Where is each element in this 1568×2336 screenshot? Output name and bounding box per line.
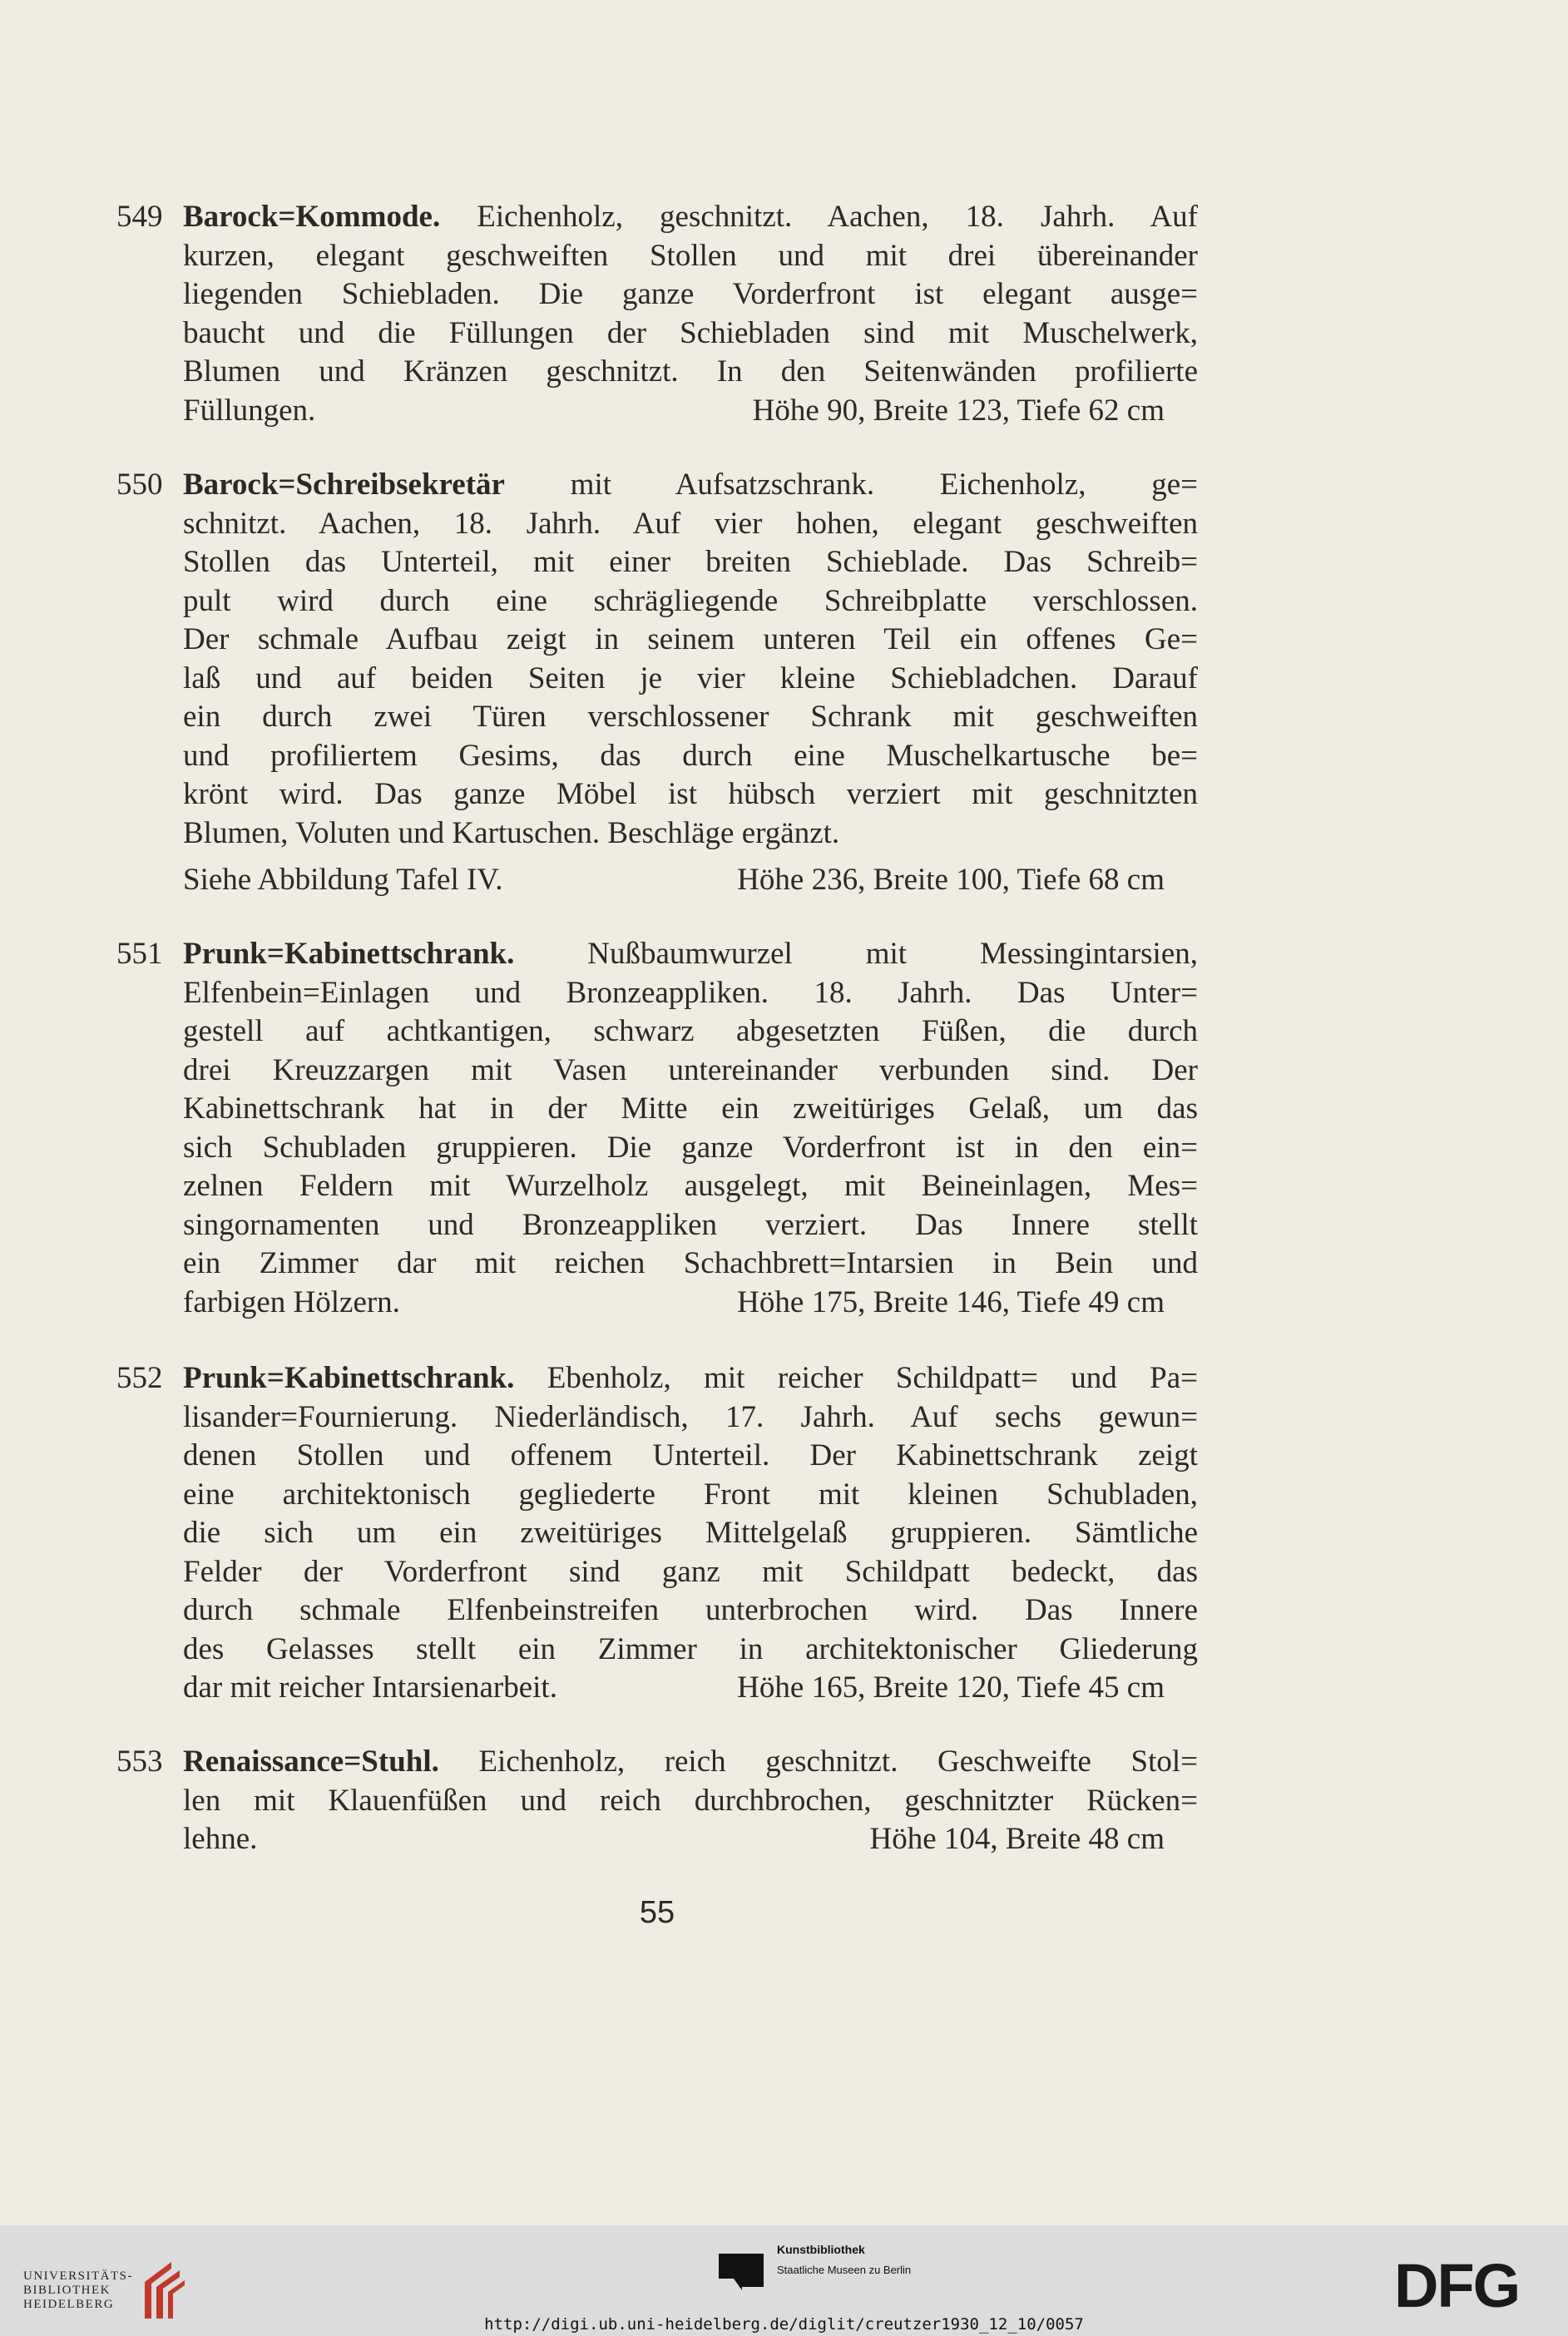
entry-title: Prunk=Kabinettschrank. xyxy=(183,1361,515,1395)
ub-heidelberg-logo[interactable] xyxy=(23,2257,188,2324)
dimensions: Höhe 175, Breite 146, Tiefe 49 cm xyxy=(737,1284,1165,1319)
entry-number: 551 xyxy=(116,937,163,971)
entry-title: Barock=Kommode. xyxy=(183,200,441,234)
kunstbibliothek-emblem-icon xyxy=(717,2242,765,2292)
entry-text: Barock=Schreibsekretär mit Aufsatzschrank. Eichenholz, ge= schnitzt. Aachen, 18. Jahrh. Auf vier hohen, elegant geschweiften Stollen das Unterteil, mit einer breiten Schieblade. Das Schreib= pult wird durch eine schrägliegende Schreibplatte verschlossen. Der schmale Aufbau zeigt in seinem unteren Teil ein offenes Ge= laß und auf beiden Seiten je vier kleine Schiebladchen. Darauf ein durch zwei Türen verschlossener Schrank mit geschweiften und profiliertem Gesims, das durch eine Muschelkartusche be= krönt wird. Das ganze Möbel ist hübsch verziert mit geschnitzten Blumen, Voluten und Kartuschen. Beschläge ergänzt. Siehe Abbildung Tafel IV. Höhe 236, Breite 100, Tiefe 68 cm xyxy=(183,466,1198,900)
dimensions: Höhe 104, Breite 48 cm xyxy=(869,1822,1165,1856)
entry-title: Renaissance=Stuhl. xyxy=(183,1745,439,1779)
entry-title: Prunk=Kabinettschrank. xyxy=(183,937,515,971)
entry-text: Prunk=Kabinettschrank. Nußbaumwurzel mit Messingintarsien, Elfenbein=Einlagen und Bronzeappliken. 18. Jahrh. Das Unter= gestell auf achtkantigen, schwarz abgesetzten Füßen, die durch drei Kreuzzargen mit Vasen untereinander verbunden sind. Der Kabinettschrank hat in der Mitte ein zweitüriges Gelaß, um das sich Schubladen gruppieren. Die ganze Vorderfront ist in den ein= zelnen Feldern mit Wurzelholz ausgelegt, mit Beineinlagen, Mes= singornamenten und Bronzeappliken verziert. Das Innere stellt ein Zimmer dar mit reichen Schachbrett=Intarsien in Bein und farbigen Hölzern. Höhe 175, Breite 146, Tiefe 49 cm xyxy=(183,935,1198,1322)
digitization-footer xyxy=(0,2225,1568,2336)
entry-number: 550 xyxy=(116,468,163,502)
entry-text: Prunk=Kabinettschrank. Ebenholz, mit reicher Schildpatt= und Pa= lisander=Fournierung. Niederländisch, 17. Jahrh. Auf sechs gewun= denen Stollen und offenem Unterteil. Der Kabinettschrank zeigt eine architektonisch gegliederte Front mit kleinen Schubladen, die sich um ein zweitüriges Mittelgelaß gruppieren. Sämtliche Felder der Vorderfront sind ganz mit Schildpatt bedeckt, das durch schmale Elfenbeinstreifen unterbrochen wird. Das Innere des Gelasses stellt ein Zimmer in architektonischer Gliederung dar mit reicher Intarsienarbeit. Höhe 165, Breite 120, Tiefe 45 cm xyxy=(183,1359,1198,1708)
entry-text: Renaissance=Stuhl. Eichenholz, reich geschnitzt. Geschweifte Stol= len mit Klauenfüßen und reich durchbrochen, geschnitzter Rücken= lehne. Höhe 104, Breite 48 cm xyxy=(183,1743,1198,1859)
entry-number: 552 xyxy=(116,1361,163,1395)
page-number: 55 xyxy=(639,1895,675,1930)
entry-text: Barock=Kommode. Eichenholz, geschnitzt. Aachen, 18. Jahrh. Auf kurzen, elegant geschweiften Stollen und mit drei übereinander liegenden Schiebladen. Die ganze Vorderfront ist elegant ausge= baucht und die Füllungen der Schiebladen sind mit Muschelwerk, Blumen und Kränzen geschnitzt. In den Seitenwänden profilierte Füllungen. Höhe 90, Breite 123, Tiefe 62 cm xyxy=(183,198,1198,430)
dimensions: Höhe 236, Breite 100, Tiefe 68 cm xyxy=(737,863,1165,897)
source-url-link[interactable]: http://digi.ub.uni-heidelberg.de/diglit/creutzer1930_12_10/0057 xyxy=(484,2315,1084,2334)
entry-number: 549 xyxy=(116,200,163,234)
dimensions: Höhe 165, Breite 120, Tiefe 45 cm xyxy=(737,1670,1165,1705)
kunstbibliothek-logo[interactable]: Kunstbibliothek Staatliche Museen zu Berlin xyxy=(717,2242,911,2292)
dfg-logo[interactable]: DFG xyxy=(1394,2251,1520,2320)
dimensions: Höhe 90, Breite 123, Tiefe 62 cm xyxy=(752,393,1165,428)
entry-number: 553 xyxy=(116,1745,163,1779)
ub-emblem-icon xyxy=(138,2257,188,2324)
ub-logo-text: UNIVERSITÄTS- BIBLIOTHEK HEIDELBERG xyxy=(23,2269,133,2311)
entry-title: Barock=Schreibsekretär xyxy=(183,468,505,502)
